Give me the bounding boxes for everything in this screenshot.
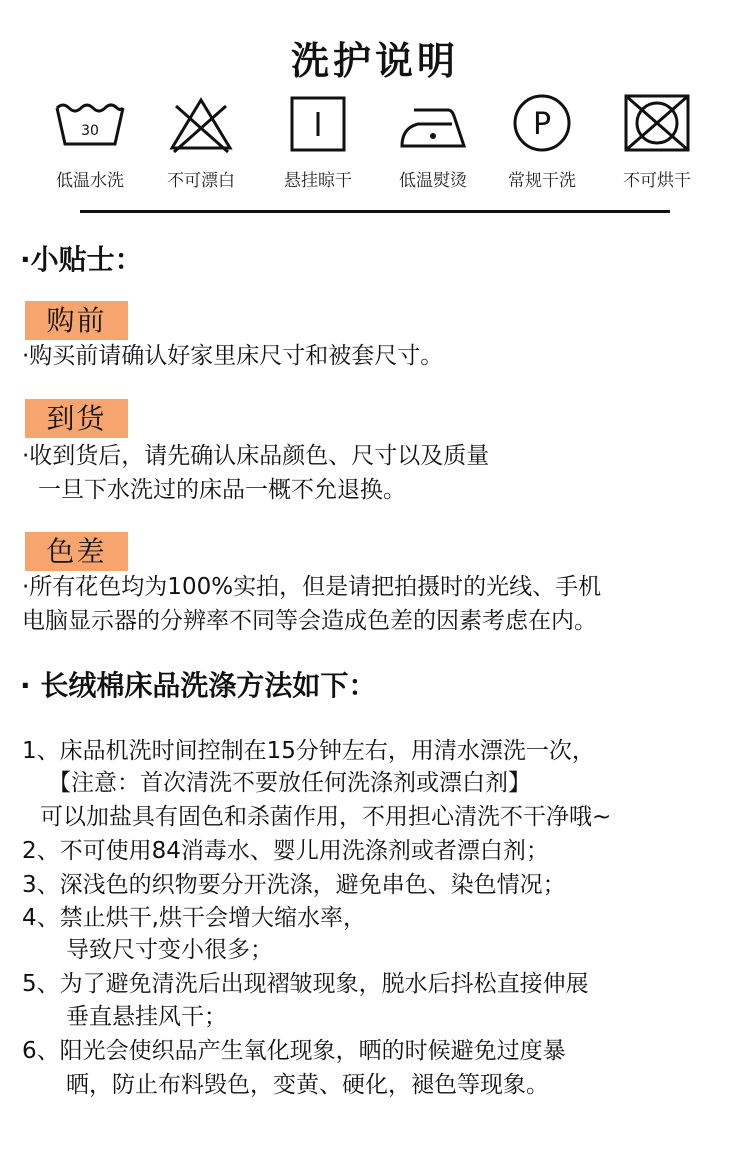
wash-line-7: 导致尺寸变小很多； bbox=[66, 937, 273, 963]
wash-line-5: 3、深浅色的织物要分开洗涤，避免串色、染色情况； bbox=[22, 872, 566, 898]
page-title: 洗护说明 bbox=[290, 39, 459, 83]
wash-line-8: 5、为了避免清洗后出现褶皱现象，脱水后抖松直接伸展 bbox=[22, 971, 589, 997]
color-diff-line-2: 电脑显示器的分辨率不同等会造成色差的因素考虑在内。 bbox=[22, 608, 597, 634]
hang-dry-icon bbox=[277, 92, 359, 154]
wash-line-2: 【注意：首次清洗不要放任何洗涤剂或漂白剂】 bbox=[48, 770, 531, 796]
washtub-30-icon bbox=[49, 92, 131, 154]
tips-heading: ·小贴士： bbox=[20, 243, 143, 276]
care-label-no-bleach: 不可漂白 bbox=[167, 171, 235, 191]
tag-color-difference: 色差 bbox=[25, 532, 128, 571]
care-label-hang-dry: 悬挂晾干 bbox=[284, 171, 352, 191]
on-arrival-line-1: ·收到货后，请先确认床品颜色、尺寸以及质量 bbox=[22, 443, 490, 469]
dry-clean-p-icon bbox=[501, 92, 583, 154]
tag-before-purchase: 购前 bbox=[25, 301, 128, 340]
care-label-low-iron: 低温熨烫 bbox=[399, 171, 467, 191]
tag-on-arrival: 到货 bbox=[25, 399, 128, 438]
wash-line-1: 1、床品机洗时间控制在15分钟左右，用清水漂洗一次， bbox=[22, 738, 595, 764]
svg-text:30: 30 bbox=[81, 123, 99, 139]
no-bleach-icon bbox=[160, 92, 242, 154]
wash-line-6: 4、禁止烘干,烘干会增大缩水率， bbox=[22, 905, 366, 931]
care-label-dry-clean: 常规干洗 bbox=[508, 171, 576, 191]
color-diff-line-1: ·所有花色均为100%实拍，但是请把拍摄时的光线、手机 bbox=[22, 574, 602, 600]
wash-line-11: 晒，防止布料毁色，变黄、硬化，褪色等现象。 bbox=[66, 1072, 549, 1098]
care-label-no-tumble-dry: 不可烘干 bbox=[623, 171, 691, 191]
washing-heading: · 长绒棉床品洗涤方法如下： bbox=[20, 669, 377, 702]
on-arrival-line-2: 一旦下水洗过的床品一概不允退换。 bbox=[38, 477, 406, 503]
divider bbox=[80, 210, 670, 213]
wash-line-3: 可以加盐具有固色和杀菌作用，不用担心清洗不干净哦~ bbox=[40, 804, 612, 830]
wash-line-4: 2、不可使用84消毒水、婴儿用洗涤剂或者漂白剂； bbox=[22, 838, 549, 864]
no-tumble-dry-icon bbox=[616, 92, 698, 154]
care-label-low-temp-wash: 低温水洗 bbox=[56, 171, 124, 191]
before-purchase-line-1: ·购买前请确认好家里床尺寸和被套尺寸。 bbox=[22, 343, 444, 369]
svg-text:P: P bbox=[532, 107, 552, 142]
wash-line-9: 垂直悬挂风干； bbox=[66, 1004, 227, 1030]
wash-line-10: 6、阳光会使织品产生氧化现象，晒的时候避免过度暴 bbox=[22, 1038, 566, 1064]
iron-low-icon bbox=[392, 92, 474, 154]
